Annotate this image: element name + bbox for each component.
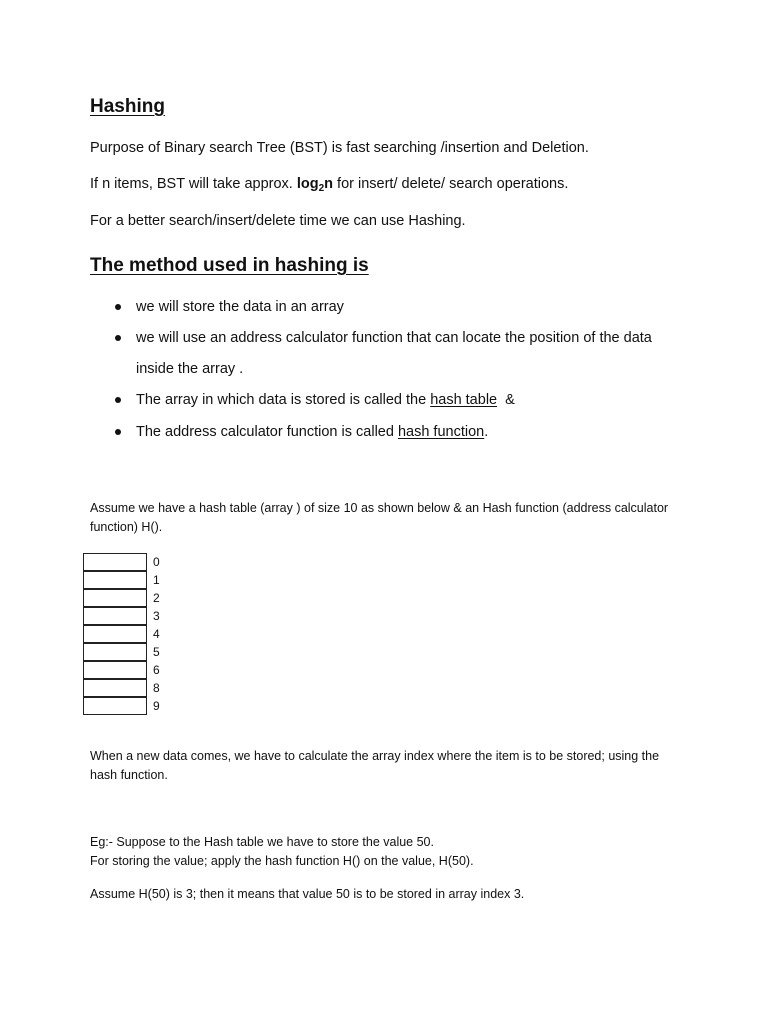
bullet-3-pre: The array in which data is stored is called the	[136, 392, 427, 408]
hash-table-cell	[83, 607, 147, 625]
bullet-1-text: we will store the data in an array	[136, 299, 344, 315]
hash-table-index: 3	[153, 609, 160, 623]
log-base: 2	[318, 183, 325, 194]
bullet-2-text-line-1: we will use an address calculator function that can locate the position of the data	[136, 330, 652, 346]
intro-line-2-pre: If n items, BST will take approx.	[90, 176, 293, 192]
hash-table-index: 5	[153, 645, 160, 659]
bullet-4-pre: The address calculator function is called	[136, 424, 394, 440]
bullet-dot	[115, 304, 121, 310]
bullet-4-text	[136, 424, 488, 440]
hash-table-cell	[83, 697, 147, 715]
new-data-line-2: hash function.	[90, 768, 168, 782]
hash-table-index: 0	[153, 555, 160, 569]
bullet-dot	[115, 429, 121, 435]
log-n: n	[324, 176, 334, 192]
bullet-dot	[115, 397, 121, 403]
hash-table-index: 2	[153, 591, 160, 605]
method-heading: The method used in hashing is	[90, 255, 369, 276]
hash-table-cell	[83, 571, 147, 589]
bullet-2-text-line-2: inside the array .	[136, 361, 244, 377]
bullet-dot	[115, 335, 121, 341]
hash-function-term: hash function	[397, 424, 485, 440]
example-line-1: Eg:- Suppose to the Hash table we have to store the value 50.	[90, 835, 434, 849]
bullet-4-post: .	[484, 424, 489, 440]
hash-table-cell	[83, 661, 147, 679]
page-title: Hashing	[90, 96, 165, 117]
assume-line-2: function) H().	[90, 520, 163, 534]
intro-line-3: For a better search/insert/delete time we can use Hashing.	[90, 213, 466, 229]
hash-table-index: 6	[153, 663, 160, 677]
assume-line-1: Assume we have a hash table (array ) of size 10 as shown below & an Hash function (address calculator	[90, 501, 669, 515]
bullet-3-text	[136, 392, 515, 408]
intro-line-2-post: for insert/ delete/ search operations.	[337, 176, 569, 192]
bullet-3-post: &	[505, 392, 515, 408]
hash-table-term: hash table	[430, 392, 498, 408]
intro-line-2	[90, 176, 568, 194]
log-text: log	[296, 176, 319, 192]
new-data-line-1: When a new data comes, we have to calculate the array index where the item is to be stored; using the	[90, 749, 660, 763]
intro-line-1: Purpose of Binary search Tree (BST) is fast searching /insertion and Deletion.	[90, 140, 589, 156]
hash-table-index: 4	[153, 627, 160, 641]
hash-table-cell	[83, 625, 147, 643]
hash-table-index: 1	[153, 573, 160, 587]
hash-table-index: 8	[153, 681, 160, 695]
example-line-2: For storing the value; apply the hash function H() on the value, H(50).	[90, 854, 474, 868]
hash-table-cell	[83, 589, 147, 607]
example-line-3: Assume H(50) is 3; then it means that value 50 is to be stored in array index 3.	[90, 887, 525, 901]
hash-table-cell	[83, 553, 147, 571]
hash-table-cell	[83, 643, 147, 661]
hash-table-index: 9	[153, 699, 160, 713]
log-expression	[297, 176, 333, 192]
hash-table-cell	[83, 679, 147, 697]
